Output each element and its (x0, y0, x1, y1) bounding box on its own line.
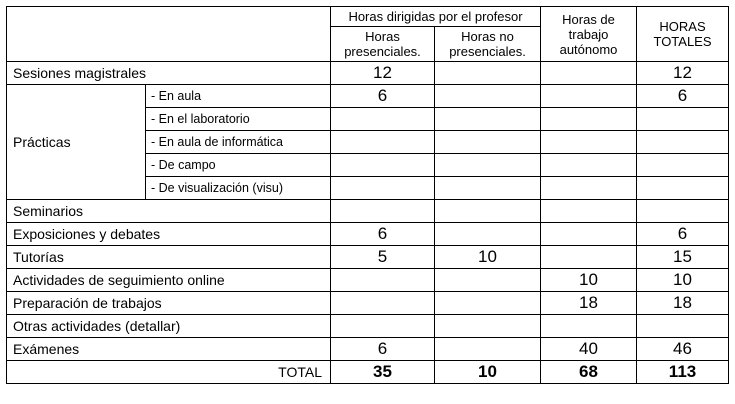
cell-autonomo: 40 (541, 338, 637, 361)
hours-table-container (6, 6, 728, 384)
cell-presenciales (331, 177, 435, 200)
cell-total (637, 315, 729, 338)
cell-no-presenciales (435, 223, 541, 246)
cell-total: 12 (637, 62, 729, 85)
row-seminarios (7, 200, 729, 223)
header-no-presenciales: Horas no presenciales. (435, 27, 541, 62)
cell-no-presenciales (435, 85, 541, 108)
total-label: TOTAL (7, 361, 331, 384)
row-sesiones-magistrales (7, 62, 729, 85)
cell-autonomo (541, 246, 637, 269)
total-no-presenciales: 10 (435, 361, 541, 384)
total-presenciales: 35 (331, 361, 435, 384)
cell-no-presenciales (435, 292, 541, 315)
cell-presenciales (331, 131, 435, 154)
row-sublabel: - De visualización (visu) (146, 177, 331, 200)
cell-total: 18 (637, 292, 729, 315)
cell-autonomo (541, 223, 637, 246)
row-examenes (7, 338, 729, 361)
header-presenciales: Horas presenciales. (331, 27, 435, 62)
row-label: Seminarios (7, 200, 331, 223)
cell-autonomo (541, 131, 637, 154)
cell-autonomo: 10 (541, 269, 637, 292)
cell-no-presenciales (435, 315, 541, 338)
cell-presenciales (331, 200, 435, 223)
cell-no-presenciales (435, 200, 541, 223)
cell-presenciales (331, 108, 435, 131)
row-total (7, 361, 729, 384)
row-sublabel: - En el laboratorio (146, 108, 331, 131)
cell-autonomo (541, 108, 637, 131)
cell-total (637, 200, 729, 223)
row-label: Sesiones magistrales (7, 62, 331, 85)
row-seguimiento-online (7, 269, 729, 292)
row-sublabel: - En aula de informática (146, 131, 331, 154)
cell-autonomo: 18 (541, 292, 637, 315)
cell-total (637, 131, 729, 154)
cell-total: 6 (637, 223, 729, 246)
cell-presenciales: 6 (331, 338, 435, 361)
row-sublabel: - En aula (146, 85, 331, 108)
cell-no-presenciales (435, 177, 541, 200)
row-sublabel: - De campo (146, 154, 331, 177)
row-label: Actividades de seguimiento online (7, 269, 331, 292)
cell-total: 15 (637, 246, 729, 269)
cell-autonomo (541, 62, 637, 85)
cell-presenciales (331, 269, 435, 292)
cell-no-presenciales (435, 131, 541, 154)
cell-presenciales (331, 315, 435, 338)
header-row-1 (7, 7, 729, 27)
row-practicas-en-aula (7, 85, 729, 108)
cell-autonomo (541, 200, 637, 223)
row-exposiciones-debates (7, 223, 729, 246)
header-group-profesor: Horas dirigidas por el profesor (331, 7, 541, 27)
row-label: Preparación de trabajos (7, 292, 331, 315)
row-label: Otras actividades (detallar) (7, 315, 331, 338)
hours-distribution-table (6, 6, 729, 384)
cell-no-presenciales (435, 269, 541, 292)
cell-presenciales: 6 (331, 223, 435, 246)
row-label: Exposiciones y debates (7, 223, 331, 246)
cell-no-presenciales (435, 108, 541, 131)
row-label: Exámenes (7, 338, 331, 361)
cell-total: 46 (637, 338, 729, 361)
cell-autonomo (541, 315, 637, 338)
header-corner (7, 7, 331, 62)
cell-no-presenciales: 10 (435, 246, 541, 269)
cell-autonomo (541, 85, 637, 108)
cell-presenciales (331, 292, 435, 315)
cell-no-presenciales (435, 154, 541, 177)
cell-total: 10 (637, 269, 729, 292)
header-totales: HORAS TOTALES (637, 7, 729, 62)
cell-total (637, 154, 729, 177)
header-autonomo: Horas de trabajo autónomo (541, 7, 637, 62)
total-horas: 113 (637, 361, 729, 384)
cell-no-presenciales (435, 338, 541, 361)
cell-presenciales: 5 (331, 246, 435, 269)
row-otras-actividades (7, 315, 729, 338)
practicas-group-label: Prácticas (7, 85, 146, 200)
row-label: Tutorías (7, 246, 331, 269)
cell-autonomo (541, 154, 637, 177)
cell-presenciales: 6 (331, 85, 435, 108)
total-autonomo: 68 (541, 361, 637, 384)
cell-presenciales (331, 154, 435, 177)
row-tutorias (7, 246, 729, 269)
cell-presenciales: 12 (331, 62, 435, 85)
cell-total (637, 177, 729, 200)
cell-total (637, 108, 729, 131)
cell-total: 6 (637, 85, 729, 108)
row-preparacion-trabajos (7, 292, 729, 315)
cell-autonomo (541, 177, 637, 200)
cell-no-presenciales (435, 62, 541, 85)
